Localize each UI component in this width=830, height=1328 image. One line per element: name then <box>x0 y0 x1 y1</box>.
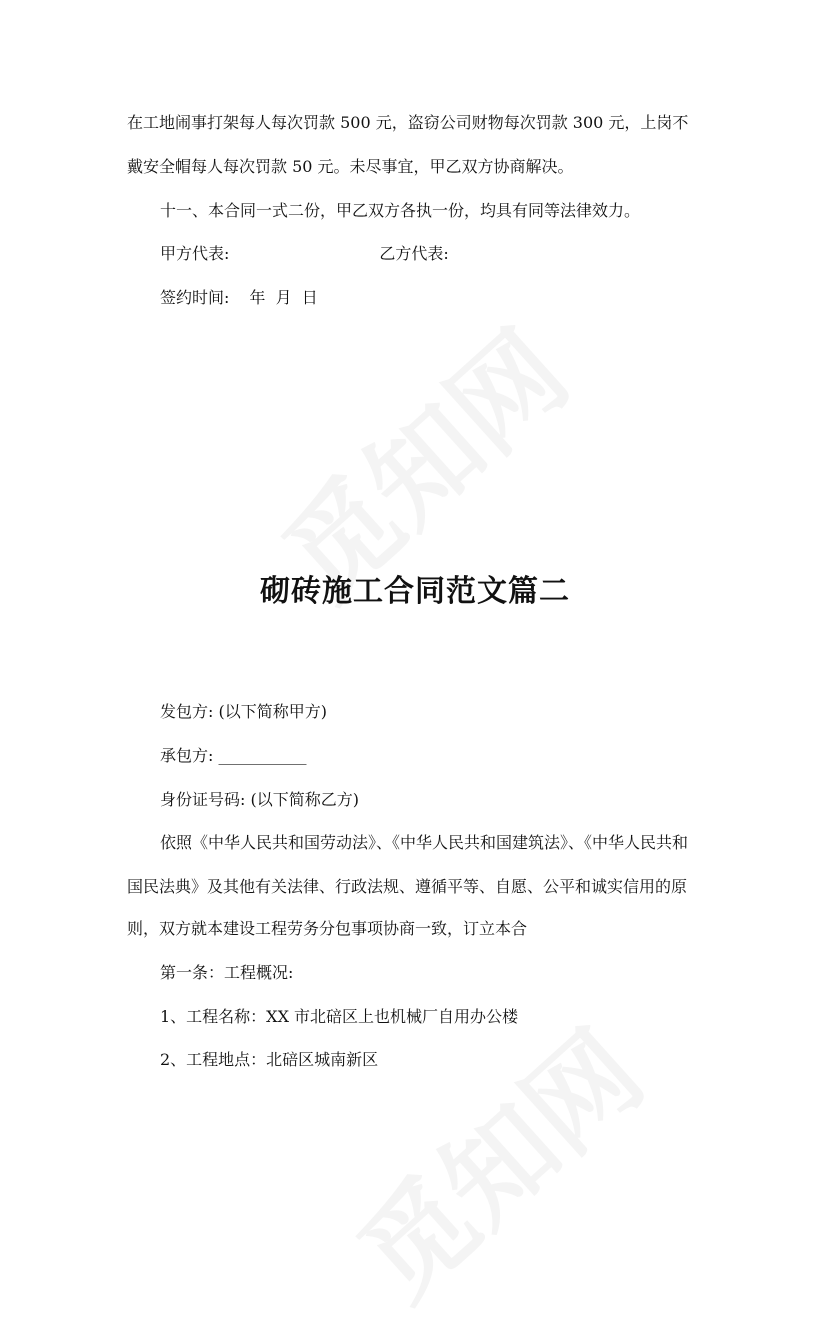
year-label: 年 <box>249 288 266 307</box>
employer-line: 发包方: (以下简称甲方) <box>160 702 327 721</box>
month-label: 月 <box>275 288 292 307</box>
document-title: 砌砖施工合同范文篇二 <box>260 574 570 609</box>
signature-row <box>160 243 750 265</box>
section-heading: 第一条：工程概况: <box>160 963 294 982</box>
sign-date-row <box>160 287 750 309</box>
paragraph-line: 则，双方就本建设工程劳务分包事项协商一致，订立本合 <box>127 919 528 938</box>
paragraph-line: 依照《中华人民共和国劳动法》、《中华人民共和国建筑法》、《中华人民共和 <box>160 833 689 852</box>
watermark <box>320 990 671 1328</box>
paragraph-line: 十一、本合同一式二份，甲乙双方各执一份，均具有同等法律效力。 <box>160 201 641 220</box>
contractor-line: 承包方: ___________ <box>160 746 307 765</box>
list-item: 1、工程名称：XX 市北碚区上也机械厂自用办公楼 <box>160 1007 519 1026</box>
id-number-line: 身份证号码: (以下简称乙方) <box>160 790 359 809</box>
day-label: 日 <box>301 288 318 307</box>
paragraph-line: 在工地闹事打架每人每次罚款 500 元，盗窃公司财物每次罚款 300 元，上岗不 <box>127 113 689 132</box>
paragraph-line: 国民法典》及其他有关法律、行政法规、遵循平等、自愿、公平和诚实信用的原 <box>127 877 688 896</box>
party-b-representative-label: 乙方代表: <box>379 244 449 263</box>
sign-date-label: 签约时间: <box>160 288 230 307</box>
party-a-representative-label: 甲方代表: <box>160 244 230 263</box>
list-item: 2、工程地点：北碚区城南新区 <box>160 1050 379 1069</box>
paragraph-line: 戴安全帽每人每次罚款 50 元。未尽事宜，甲乙双方协商解决。 <box>127 157 574 176</box>
